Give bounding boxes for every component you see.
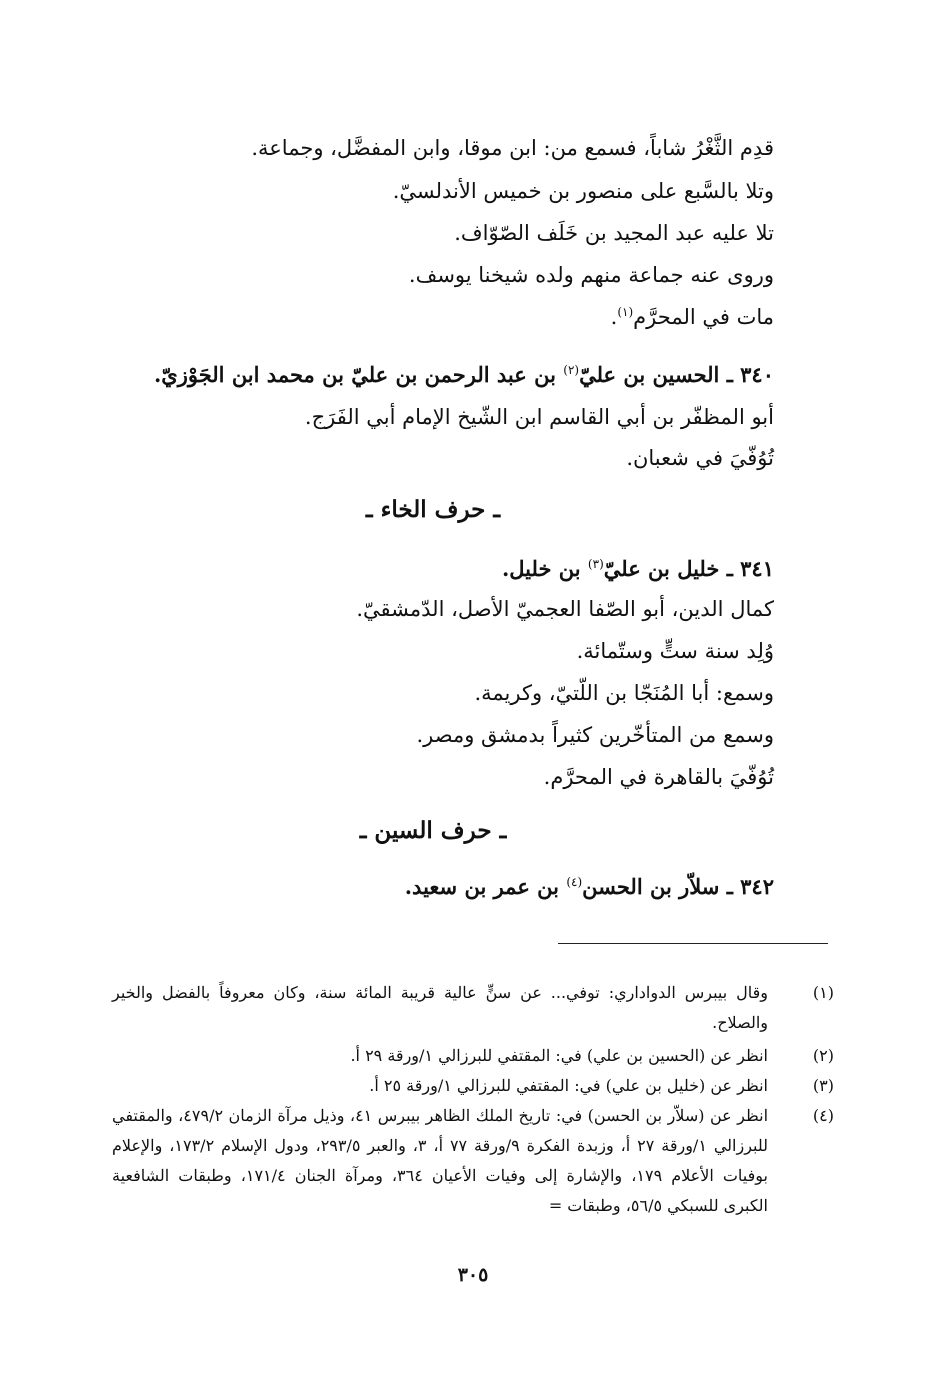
entry-name: خليل بن عليّ <box>603 556 720 581</box>
footnote <box>112 1041 834 1071</box>
footnote <box>112 1101 834 1221</box>
footnote-text: انظر عن (سلاّر بن الحسن) في: تاريخ الملك الظاهر بيبرس ٤١، وذيل مرآة الزمان ٤٧٩/٢، والمقتفي للبرزالي ١/ورقة ٢٧ أ، وزبدة الفكرة ٩/ورقة ٧٧ أ، ٣، والعبر ٢٩٣/٥، ودول الإسلام ١٧٣/٢، والإعلام بوفيات الأعلام ١٧٩، والإشارة إلى وفيات الأعيان ٣٦٤، ومرآة الجنان ١٧١/٤، وطبقات الشافعية الكبرى للسبكي ٥٦/٥، وطبقات = <box>112 1106 769 1215</box>
body-text: مات في المحرَّم <box>633 305 774 329</box>
footnote-number: (٣) <box>812 1076 834 1095</box>
section-heading: ـ حرف الخاء ـ <box>365 496 501 523</box>
footnote-ref: (٣) <box>587 557 604 571</box>
entry-heading-342 <box>405 872 774 902</box>
section-heading: ـ حرف السين ـ <box>359 817 507 844</box>
entry-heading-341 <box>502 554 774 584</box>
page-number: ٣٠٥ <box>457 1264 489 1286</box>
body-line: وسمع: أبا المُنَجّا بن اللّتيّ، وكريمة. <box>474 681 774 705</box>
entry-heading-340 <box>154 360 774 390</box>
entry-number: ٣٤١ ـ <box>726 556 774 581</box>
body-line: قدِم الثَّغْرُ شاباً، فسمع من: ابن موقا، وابن المفضَّل، وجماعة. <box>251 136 774 160</box>
body-line: تُوُفّيَ في شعبان. <box>626 446 774 470</box>
footnote <box>112 1071 834 1101</box>
footnote-number: (١) <box>812 983 834 1002</box>
body-line: كمال الدين، أبو الصّفا العجميّ الأصل، الدّمشقيّ. <box>356 597 774 621</box>
body-line: تلا عليه عبد المجيد بن خَلَف الصّوّاف. <box>454 221 774 245</box>
footnote-text: انظر عن (خليل بن علي) في: المقتفي للبرزالي ١/ورقة ٢٥ أ. <box>369 1076 768 1095</box>
body-line: وُلِد سنة ستٍّ وستّمائة. <box>576 639 774 663</box>
entry-name-rest: بن عبد الرحمن بن عليّ بن محمد ابن الجَوْزيّ. <box>153 362 556 387</box>
footnote-ref: (٤) <box>566 875 583 889</box>
body-line: وسمع من المتأخّرين كثيراً بدمشق ومصر. <box>416 723 774 747</box>
footnote-ref: (٢) <box>563 363 580 377</box>
footnote-text: انظر عن (الحسين بن علي) في: المقتفي للبرزالي ١/ورقة ٢٩ أ. <box>350 1046 768 1065</box>
entry-name: سلاّر بن الحسن <box>582 874 720 899</box>
footnote-divider <box>558 943 828 944</box>
footnote <box>112 978 834 1038</box>
entry-number: ٣٤٠ ـ <box>726 362 774 387</box>
entry-name-rest: بن عمر بن سعيد. <box>404 874 559 899</box>
footnote-number: (٤) <box>812 1106 834 1125</box>
body-line: وروى عنه جماعة منهم ولده شيخنا يوسف. <box>408 263 774 287</box>
footnote-number: (٢) <box>812 1046 834 1065</box>
entry-name-rest: بن خليل. <box>501 556 581 581</box>
entry-name: الحسين بن عليّ <box>579 362 720 387</box>
entry-number: ٣٤٢ ـ <box>726 874 774 899</box>
body-line: وتلا بالسَّبع على منصور بن خميس الأندلسيّ. <box>392 179 774 203</box>
body-line: تُوُفّيَ بالقاهرة في المحرَّم. <box>543 765 774 789</box>
footnote-ref: (١) <box>617 305 634 319</box>
body-text: . <box>610 305 618 329</box>
body-line: أبو المظفّر بن أبي القاسم ابن الشّيخ الإمام أبي الفَرَج. <box>304 405 774 429</box>
footnote-text: وقال بيبرس الدواداري: توفي... عن سنٍّ عالية قريبة المائة سنة، وكان معروفاً بالفضل والخير والصلاح. <box>112 983 768 1032</box>
body-line <box>611 302 774 332</box>
